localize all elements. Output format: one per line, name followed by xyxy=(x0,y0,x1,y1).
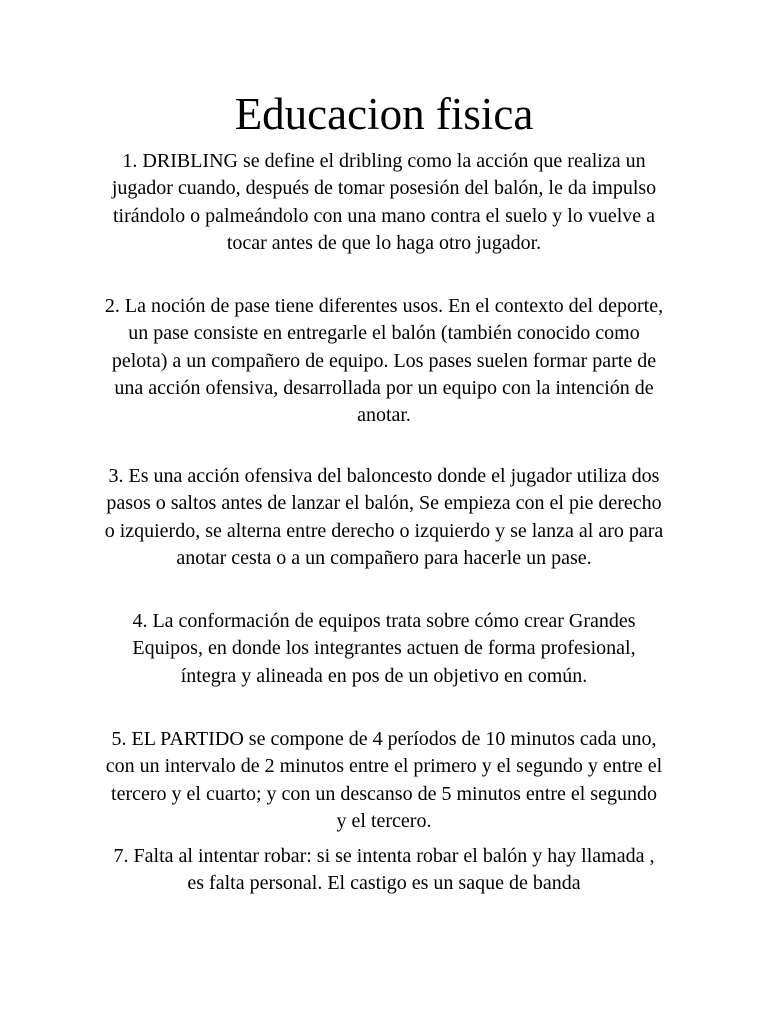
paragraph-partido: 5. EL PARTIDO se compone de 4 períodos de 10 minutos cada uno, con un intervalo de 2 minutos entre el primero y el segundo y entre el tercero y el cuarto; y con un descanso de 5 minutos entre el segundo y el tercero. xyxy=(105,728,663,832)
paragraph-dribling: 1. DRIBLING se define el dribling como la acción que realiza un jugador cuando, después de tomar posesión del balón, le da impulso tirándolo o palmeándolo con una mano contra el suelo y lo vuelve a tocar antes de que lo haga otro jugador. xyxy=(111,150,657,254)
paragraph-accion-ofensiva: 3. Es una acción ofensiva del baloncesto donde el jugador utiliza dos pasos o saltos antes de lanzar el balón, Se empieza con el pie derecho o izquierdo, se alterna entre derecho o izquierdo y se lanza al aro para anotar cesta o a un compañero para hacerle un pase. xyxy=(104,465,664,569)
document-title: Educacion fisica xyxy=(234,89,534,139)
paragraph-pase: 2. La noción de pase tiene diferentes usos. En el contexto del deporte, un pase consiste en entregarle el balón (también conocido como pelota) a un compañero de equipo. Los pases suelen formar parte de una acción ofensiva, desarrollada por un equipo con la intención de anotar. xyxy=(104,295,664,427)
paragraph-falta: 7. Falta al intentar robar: si se intenta robar el balón y hay llamada , es falta personal. El castigo es un saque de banda xyxy=(113,845,655,895)
paragraph-equipos: 4. La conformación de equipos trata sobre cómo crear Grandes Equipos, en donde los integrantes actuen de forma profesional, íntegra y alineada en pos de un objetivo en común. xyxy=(132,610,636,687)
